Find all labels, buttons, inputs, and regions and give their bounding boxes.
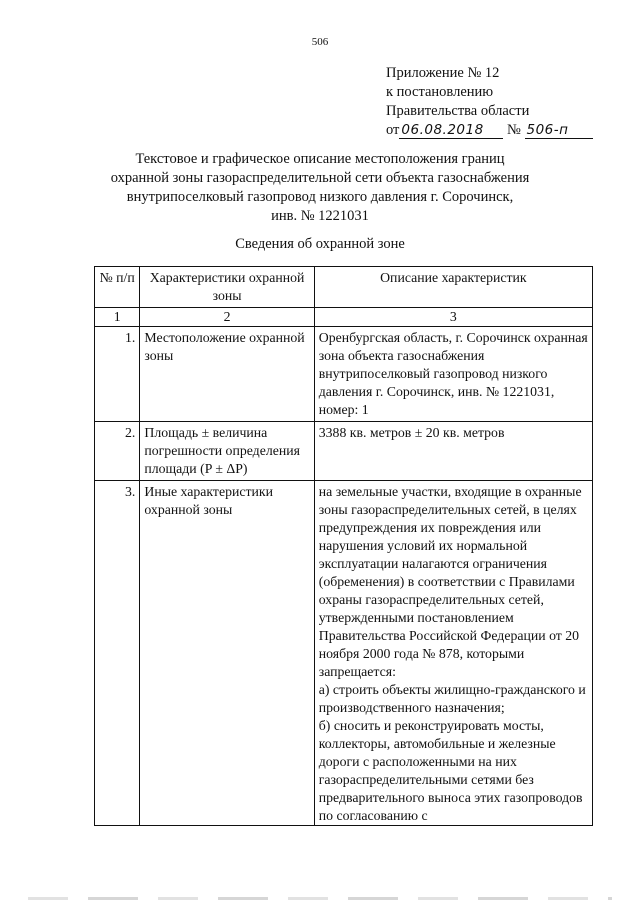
header-num: № п/п — [95, 267, 140, 308]
protection-zone-table — [94, 266, 593, 826]
row-characteristic: Площадь ± величина погрешности определения площади (P ± ΔP) — [140, 422, 314, 481]
appendix-date-line — [386, 121, 593, 140]
row-number: 1. — [95, 327, 140, 422]
appendix-line-3: Правительства области — [386, 103, 530, 119]
title-line: охранной зоны газораспределительной сети объекта газоснабжения — [110, 170, 530, 186]
appendix-line-1: Приложение № 12 — [386, 65, 500, 81]
column-number: 2 — [140, 308, 314, 327]
handwritten-date: 06.08.2018 — [399, 122, 503, 139]
appendix-block — [386, 64, 593, 140]
column-number: 1 — [95, 308, 140, 327]
section-subtitle: Сведения об охранной зоне — [235, 236, 405, 252]
handwritten-number: 506-п — [525, 122, 593, 139]
document-title — [60, 150, 580, 226]
table-row — [95, 481, 593, 826]
table-row — [95, 422, 593, 481]
header-characteristic: Характеристики охранной зоны — [140, 267, 314, 308]
title-line: Текстовое и графическое описание местоположения границ — [135, 151, 505, 167]
title-line: инв. № 1221031 — [271, 208, 369, 224]
page-number: 506 — [311, 36, 329, 48]
column-number-row — [95, 308, 593, 327]
scan-artifact-line — [28, 897, 612, 900]
date-prefix: от — [386, 122, 400, 138]
number-prefix: № — [507, 122, 521, 138]
table-row — [95, 327, 593, 422]
table-header-row — [95, 267, 593, 308]
row-number: 2. — [95, 422, 140, 481]
row-description: на земельные участки, входящие в охранные зоны газораспределительных сетей, в целях предупреждения их повреждения или нарушения условий их нормальной эксплуатации налагаются ограничения (обременения) в соответствии с Правилами охраны газораспределительных сетей, утвержденными постановлением Правительства Российской Федерации от 20 ноября 2000 года № 878, которыми запрещается: а) строить объекты жилищно-гражданского и производственного назначения; б) сносить и реконструировать мосты, коллекторы, автомобильные и железные дороги с расположенными на них газораспределительными сетями без предварительного выноса этих газопроводов по согласованию с — [314, 481, 592, 826]
header-description: Описание характеристик — [314, 267, 592, 308]
row-characteristic: Иные характеристики охранной зоны — [140, 481, 314, 826]
appendix-line-2: к постановлению — [386, 84, 494, 100]
row-characteristic: Местоположение охранной зоны — [140, 327, 314, 422]
row-description: 3388 кв. метров ± 20 кв. метров — [314, 422, 592, 481]
title-line: внутрипоселковый газопровод низкого давления г. Сорочинск, — [126, 189, 514, 205]
row-number: 3. — [95, 481, 140, 826]
column-number: 3 — [314, 308, 592, 327]
row-description: Оренбургская область, г. Сорочинск охранная зона объекта газоснабжения внутрипоселковый газопровод низкого давления г. Сорочинск, инв. № 1221031, номер: 1 — [314, 327, 592, 422]
